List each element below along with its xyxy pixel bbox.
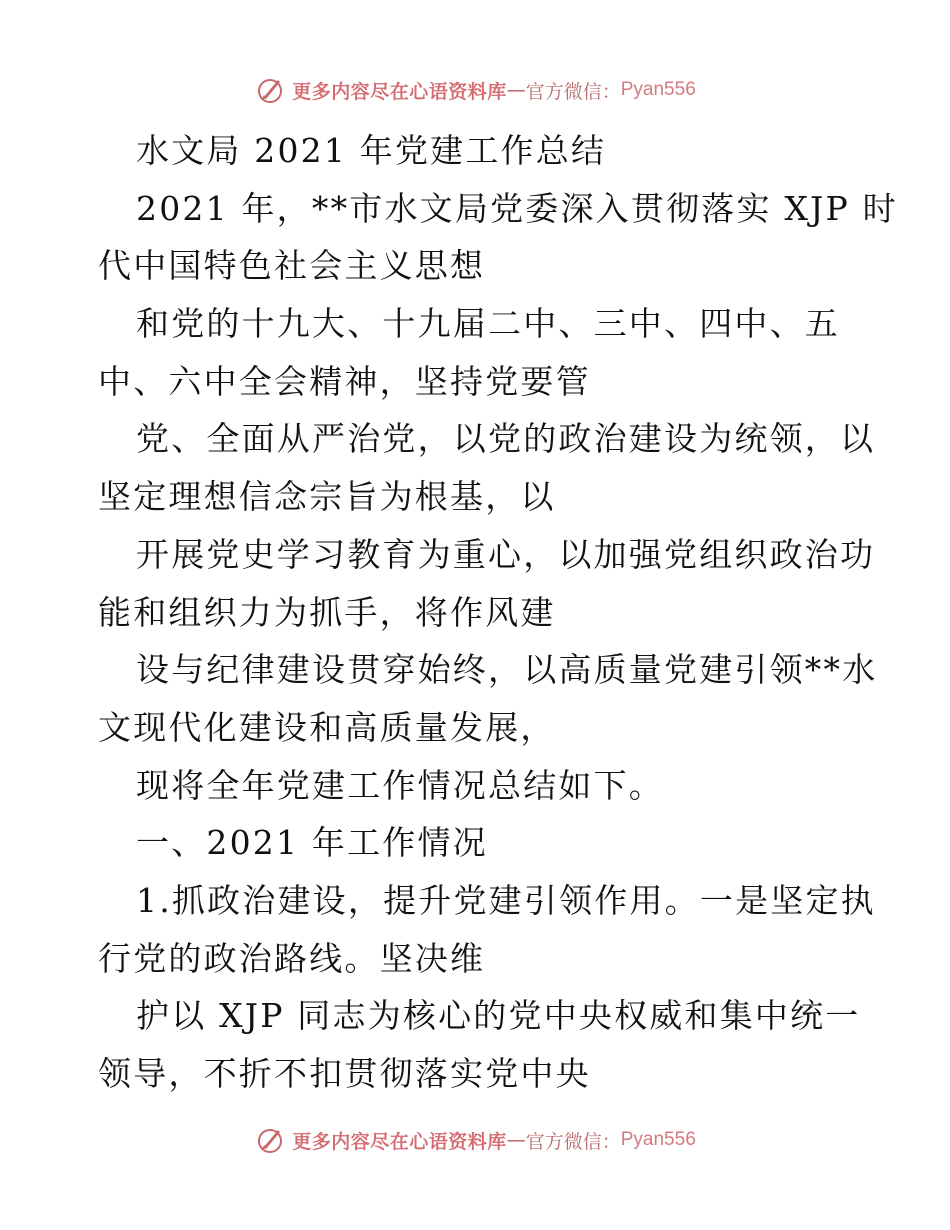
watermark-label: 官方微信： xyxy=(525,1130,621,1153)
watermark-id: Pyan556 xyxy=(620,1129,696,1150)
section-heading: 一、2021 年工作情况 xyxy=(136,823,488,863)
paragraph-line: 2021 年，**市水文局党委深入贯彻落实 XJP 时 xyxy=(136,188,898,228)
paragraph-line: 能和组织力为抓手，将作风建 xyxy=(98,592,556,632)
paragraph-line: 设与纪律建设贯穿始终，以高质量党建引领**水 xyxy=(136,650,878,690)
paragraph-line: 行党的政治路线。坚决维 xyxy=(98,938,486,978)
watermark-brand: 更多内容尽在心语资料库 xyxy=(292,80,507,103)
paragraph-line: 中、六中全会精神，坚持党要管 xyxy=(98,361,591,401)
watermark-brand: 更多内容尽在心语资料库 xyxy=(292,1130,507,1153)
watermark-separator: — xyxy=(506,79,526,101)
paragraph-line: 和党的十九大、十九届二中、三中、四中、五 xyxy=(136,304,840,344)
paragraph-line: 党、全面从严治党，以党的政治建设为统领，以 xyxy=(136,419,876,459)
paragraph-line: 1.抓政治建设，提升党建引领作用。一是坚定执 xyxy=(136,880,876,920)
watermark-header xyxy=(0,70,950,110)
watermark-footer xyxy=(0,1120,950,1160)
watermark-separator: — xyxy=(506,1129,526,1151)
paragraph-line: 代中国特色社会主义思想 xyxy=(98,246,486,286)
paragraph-line: 坚定理想信念宗旨为根基，以 xyxy=(98,477,556,517)
paragraph-line: 文现代化建设和高质量发展， xyxy=(98,707,556,747)
paragraph-line: 领导，不折不扣贯彻落实党中央 xyxy=(98,1054,591,1093)
paragraph-line: 开展党史学习教育为重心，以加强党组织政治功 xyxy=(136,534,876,574)
document-body xyxy=(98,122,898,1103)
quill-pen-logo-icon xyxy=(254,1124,286,1156)
watermark-label: 官方微信： xyxy=(525,80,621,103)
quill-pen-logo-icon xyxy=(254,74,286,106)
paragraph-line: 护以 XJP 同志为核心的党中央权威和集中统一 xyxy=(136,996,861,1036)
paragraph-line: 现将全年党建工作情况总结如下。 xyxy=(136,765,664,805)
document-title: 水文局 2021 年党建工作总结 xyxy=(136,131,607,170)
watermark-id: Pyan556 xyxy=(620,79,696,100)
